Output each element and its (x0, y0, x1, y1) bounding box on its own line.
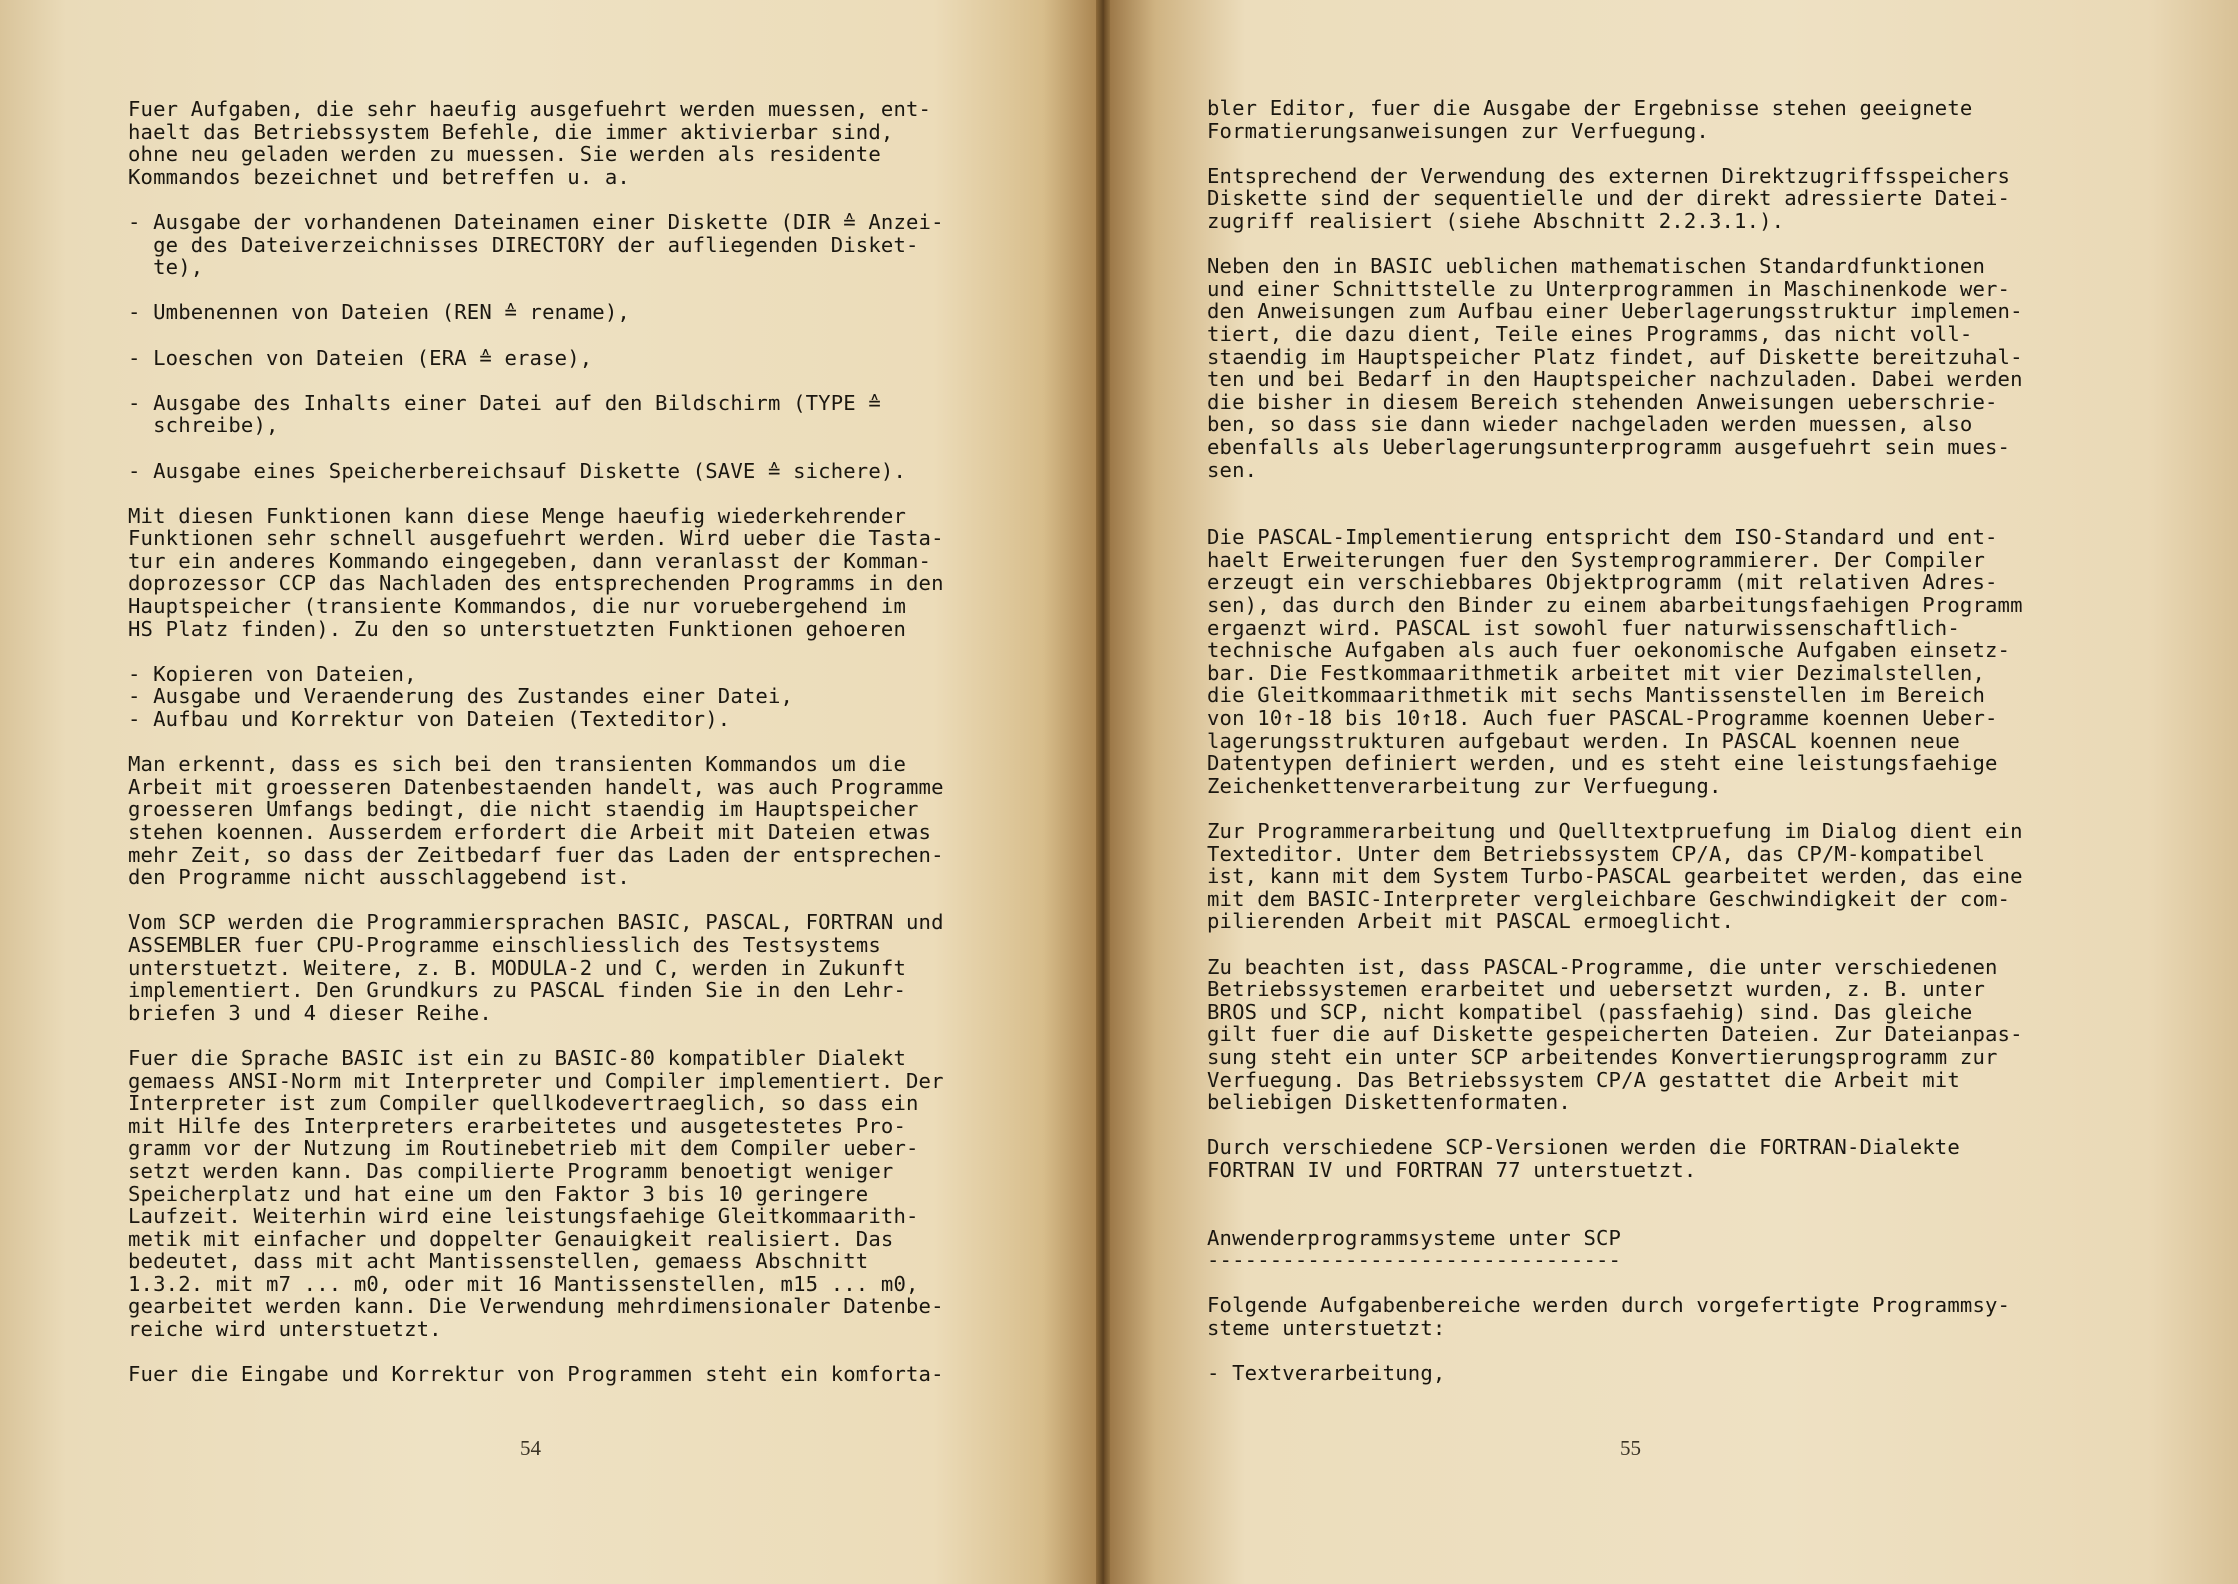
text-line: setzt werden kann. Das compilierte Programm benoetigt weniger (128, 1158, 894, 1183)
text-line: gearbeitet werden kann. Die Verwendung mehrdimensionaler Datenbe- (128, 1294, 944, 1319)
left-page (0, 0, 1098, 1584)
text-line: technische Aufgaben als auch fuer oekonomische Aufgaben einsetz- (1207, 638, 2011, 663)
text-line (128, 279, 1028, 302)
text-line: FORTRAN IV und FORTRAN 77 unterstuetzt. (1207, 1157, 1697, 1182)
text-line: Fuer die Eingabe und Korrektur von Programmen steht ein komforta- (128, 1362, 944, 1387)
text-line: bedeutet, dass mit acht Mantissenstellen, gemaess Abschnitt (128, 1249, 869, 1274)
left-page-number: 54 (520, 1436, 541, 1460)
text-line (1207, 481, 2207, 504)
text-line (128, 324, 1028, 347)
text-line: ge des Dateiverzeichnisses DIRECTORY der aufliegenden Disket- (128, 232, 919, 257)
text-line: haelt Erweiterungen fuer den Systemprogrammierer. Der Compiler (1207, 547, 1986, 572)
right-page-text (1207, 97, 2207, 1385)
text-line (1207, 504, 2207, 527)
text-line: - Ausgabe und Veraenderung des Zustandes einer Datei, (128, 684, 794, 709)
text-line (128, 889, 1028, 912)
text-line: gemaess ANSI-Norm mit Interpreter und Compiler implementiert. Der (128, 1068, 944, 1093)
text-line (128, 1024, 1028, 1047)
text-line: - Kopieren von Dateien, (128, 661, 417, 686)
text-line: 1.3.2. mit m7 ... m0, oder mit 16 Mantissenstellen, m15 ... m0, (128, 1271, 919, 1296)
text-line: Mit diesen Funktionen kann diese Menge haeufig wiederkehrender (128, 503, 907, 528)
text-line: Folgende Aufgabenbereiche werden durch vorgefertigte Programmsy- (1207, 1293, 2011, 1318)
text-line (1207, 1272, 2207, 1295)
text-line (128, 731, 1028, 754)
text-line: reiche wird unterstuetzt. (128, 1317, 442, 1342)
text-line (128, 1341, 1028, 1364)
text-line (1207, 233, 2207, 256)
text-line: - Ausgabe des Inhalts einer Datei auf den Bildschirm (TYPE ≙ (128, 390, 881, 415)
text-line (128, 437, 1028, 460)
text-line: haelt das Betriebssystem Befehle, die immer aktivierbar sind, (128, 119, 894, 144)
text-line (1207, 797, 2207, 820)
text-line: mit Hilfe des Interpreters erarbeitetes und ausgetestetes Pro- (128, 1113, 907, 1138)
text-line (1207, 1204, 2207, 1227)
text-line: Kommandos bezeichnet und betreffen u. a. (128, 164, 630, 189)
text-line: Interpreter ist zum Compiler quellkodevertraeglich, so dass ein (128, 1091, 919, 1116)
text-line: HS Platz finden). Zu den so unterstuetzten Funktionen gehoeren (128, 616, 907, 641)
text-line: ebenfalls als Ueberlagerungsunterprogramm ausgefuehrt sein mues- (1207, 434, 2011, 459)
text-line: Die PASCAL-Implementierung entspricht dem ISO-Standard und ent- (1207, 525, 1998, 550)
text-line: Fuer Aufgaben, die sehr haeufig ausgefuehrt werden muessen, ent- (128, 97, 932, 121)
text-line: ergaenzt wird. PASCAL ist sowohl fuer naturwissenschaftlich- (1207, 615, 1960, 640)
text-line: Fuer die Sprache BASIC ist ein zu BASIC-80 kompatibler Dialekt (128, 1045, 907, 1070)
text-line: Zeichenkettenverarbeitung zur Verfuegung. (1207, 773, 1722, 798)
text-line: --------------------------------- (1207, 1248, 1622, 1273)
text-line: Formatierungsanweisungen zur Verfuegung. (1207, 118, 1709, 143)
text-line: bler Editor, fuer die Ausgabe der Ergebnisse stehen geeignete (1207, 96, 1973, 120)
text-line (1207, 933, 2207, 956)
text-line: BROS und SCP, nicht kompatibel (passfaehig) sind. Das gleiche (1207, 999, 1973, 1024)
text-line: Zu beachten ist, dass PASCAL-Programme, die unter verschiedenen (1207, 954, 1998, 979)
text-line: gilt fuer die auf Diskette gespeicherten Dateien. Zur Dateianpas- (1207, 1022, 2023, 1047)
text-line: gramm vor der Nutzung im Routinebetrieb mit dem Compiler ueber- (128, 1136, 919, 1161)
text-line: lagerungsstrukturen aufgebaut werden. In PASCAL koennen neue (1207, 728, 1960, 753)
text-line: sen), das durch den Binder zu einem abarbeitungsfaehigen Programm (1207, 593, 2023, 618)
right-page-number: 55 (1620, 1436, 1641, 1460)
text-line: tiert, die dazu dient, Teile eines Programms, das nicht voll- (1207, 321, 1973, 346)
text-line: erzeugt ein verschiebbares Objektprogramm (mit relativen Adres- (1207, 570, 1998, 595)
text-line: Neben den in BASIC ueblichen mathematischen Standardfunktionen (1207, 254, 1986, 279)
text-line: briefen 3 und 4 dieser Reihe. (128, 1000, 492, 1025)
text-line: Datentypen definiert werden, und es steht eine leistungsfaehige (1207, 751, 1998, 776)
text-line (128, 369, 1028, 392)
text-line: von 10↑-18 bis 10↑18. Auch fuer PASCAL-Programme koennen Ueber- (1207, 706, 1998, 731)
text-line: ten und bei Bedarf in den Hauptspeicher nachzuladen. Dabei werden (1207, 367, 2023, 392)
text-line: sung steht ein unter SCP arbeitendes Konvertierungsprogramm zur (1207, 1044, 1998, 1069)
text-line: Zur Programmerarbeitung und Quelltextpruefung im Dialog dient ein (1207, 819, 2023, 843)
text-line: - Umbenennen von Dateien (REN ≙ rename), (128, 300, 630, 325)
text-line: te), (128, 255, 204, 280)
text-line: pilierenden Arbeit mit PASCAL ermoeglicht. (1207, 909, 1735, 934)
text-line: Diskette sind der sequentielle und der direkt adressierte Datei- (1207, 186, 2011, 211)
text-line: doprozessor CCP das Nachladen des entsprechenden Programms in den (128, 571, 944, 596)
text-line: und einer Schnittstelle zu Unterprogrammen in Maschinenkode wer- (1207, 276, 2011, 301)
text-line: ben, so dass sie dann wieder nachgeladen werden muessen, also (1207, 412, 1973, 437)
text-line: die Gleitkommaarithmetik mit sechs Mantissenstellen im Bereich (1207, 683, 1986, 708)
text-line: ohne neu geladen werden zu muessen. Sie werden als residente (128, 142, 881, 167)
text-line: Arbeit mit groesseren Datenbestaenden handelt, was auch Programme (128, 774, 944, 799)
text-line: Entsprechend der Verwendung des externen Direktzugriffsspeichers (1207, 163, 2011, 188)
text-line: ASSEMBLER fuer CPU-Programme einschliesslich des Testsystems (128, 932, 881, 957)
text-line: implementiert. Den Grundkurs zu PASCAL finden Sie in den Lehr- (128, 978, 907, 1003)
right-page (1110, 0, 2238, 1584)
text-line: unterstuetzt. Weitere, z. B. MODULA-2 und C, werden in Zukunft (128, 955, 907, 980)
text-line: mehr Zeit, so dass der Zeitbedarf fuer das Laden der entsprechen- (128, 842, 944, 867)
text-line: - Ausgabe eines Speicherbereichsauf Diskette (SAVE ≙ sichere). (128, 458, 907, 483)
text-line (1207, 1114, 2207, 1137)
text-line: zugriff realisiert (siehe Abschnitt 2.2.3.1.). (1207, 208, 1785, 233)
text-line: schreibe), (128, 413, 279, 438)
text-line: Speicherplatz und hat eine um den Faktor 3 bis 10 geringere (128, 1181, 869, 1206)
text-line: bar. Die Festkommaarithmetik arbeitet mit vier Dezimalstellen, (1207, 660, 1986, 685)
text-line: - Aufbau und Korrektur von Dateien (Texteditor). (128, 707, 731, 732)
text-line: staendig im Hauptspeicher Platz findet, auf Diskette bereitzuhal- (1207, 344, 2023, 369)
text-line: den Anweisungen zum Aufbau einer Ueberlagerungsstruktur implemen- (1207, 299, 2023, 324)
left-page-text (128, 98, 1028, 1386)
text-line: Vom SCP werden die Programmiersprachen BASIC, PASCAL, FORTRAN und (128, 910, 944, 935)
text-line: - Ausgabe der vorhandenen Dateinamen einer Diskette (DIR ≙ Anzei- (128, 209, 944, 234)
text-line: groesseren Umfangs bedingt, die nicht staendig im Hauptspeicher (128, 797, 919, 822)
text-line: Funktionen sehr schnell ausgefuehrt werden. Wird ueber die Tasta- (128, 526, 944, 551)
text-line: Betriebssystemen erarbeitet und uebersetzt wurden, z. B. unter (1207, 977, 1986, 1002)
text-line: die bisher in diesem Bereich stehenden Anweisungen ueberschrie- (1207, 389, 1998, 414)
text-line: stehen koennen. Ausserdem erfordert die Arbeit mit Dateien etwas (128, 820, 932, 844)
text-line: metik mit einfacher und doppelter Genauigkeit realisiert. Das (128, 1226, 894, 1251)
text-line: tur ein anderes Kommando eingegeben, dann veranlasst der Komman- (128, 548, 932, 573)
text-line: Anwenderprogrammsysteme unter SCP (1207, 1225, 1622, 1250)
text-line (128, 640, 1028, 663)
text-line (1207, 1340, 2207, 1363)
text-line: sen. (1207, 457, 1258, 482)
text-line: beliebigen Diskettenformaten. (1207, 1090, 1571, 1115)
text-line (1207, 142, 2207, 165)
text-line: Texteditor. Unter dem Betriebssystem CP/A, das CP/M-kompatibel (1207, 841, 1986, 866)
text-line: Man erkennt, dass es sich bei den transienten Kommandos um die (128, 752, 907, 777)
text-line: mit dem BASIC-Interpreter vergleichbare Geschwindigkeit der com- (1207, 886, 2011, 911)
text-line: Laufzeit. Weiterhin wird eine leistungsfaehige Gleitkommaarith- (128, 1204, 919, 1229)
text-line (1207, 1182, 2207, 1205)
text-line: Hauptspeicher (transiente Kommandos, die nur voruebergehend im (128, 594, 907, 619)
text-line (128, 188, 1028, 211)
text-line: - Loeschen von Dateien (ERA ≙ erase), (128, 345, 593, 370)
text-line: steme unterstuetzt: (1207, 1316, 1446, 1341)
text-line: Verfuegung. Das Betriebssystem CP/A gestattet die Arbeit mit (1207, 1067, 1960, 1092)
text-line (128, 482, 1028, 505)
text-line: - Textverarbeitung, (1207, 1361, 1446, 1386)
text-line: den Programme nicht ausschlaggebend ist. (128, 865, 630, 890)
text-line: Durch verschiedene SCP-Versionen werden die FORTRAN-Dialekte (1207, 1135, 1960, 1160)
text-line: ist, kann mit dem System Turbo-PASCAL gearbeitet werden, das eine (1207, 864, 2023, 889)
